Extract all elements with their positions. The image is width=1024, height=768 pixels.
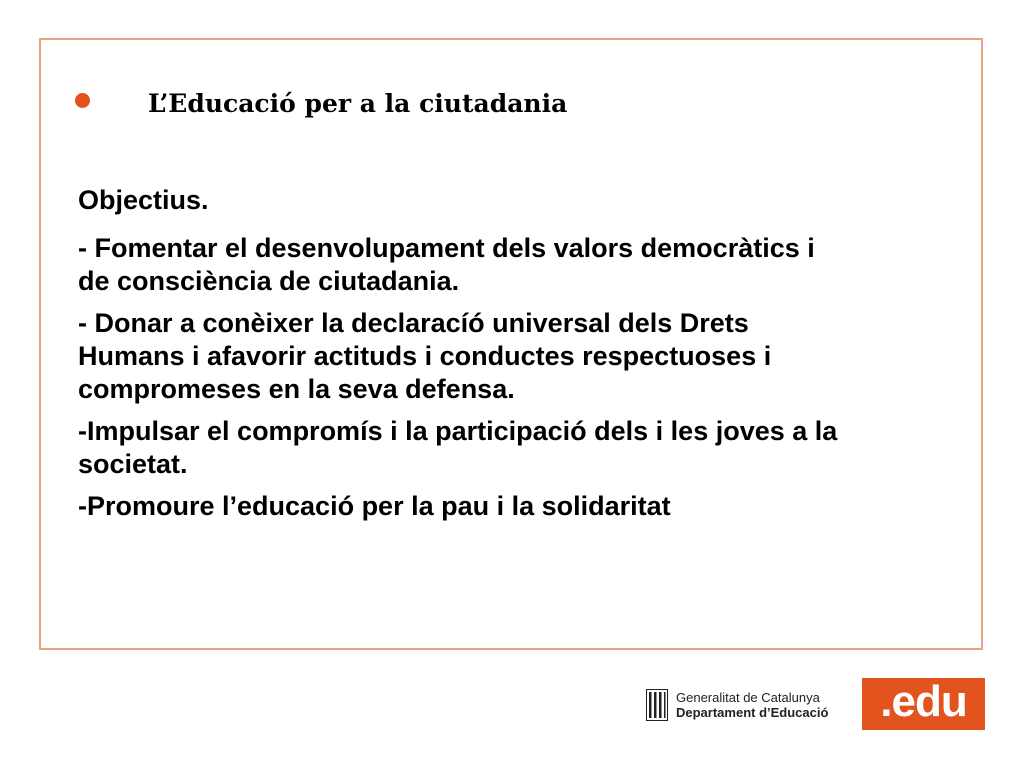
generalitat-logo [646, 687, 828, 723]
slide-title: L’Educació per a la ciutadania [148, 89, 568, 118]
generalitat-text [676, 690, 828, 720]
slide-body [78, 184, 838, 532]
objective-item: - Fomentar el desenvolupament dels valors democràtics i de consciència de ciutadania. [78, 233, 815, 296]
objective-item: - Donar a conèixer la declaracíó universal dels Drets Humans i afavorir actituds i conductes respectuoses i compromeses en la seva defensa. [78, 308, 772, 404]
objective-item: -Promoure l’educació per la pau i la solidaritat [78, 491, 671, 521]
edu-logo: .edu [862, 678, 985, 730]
generalitat-name: Generalitat de Catalunya [676, 690, 820, 705]
objectives-heading: Objectius. [78, 185, 209, 215]
department-name: Departament d’Educació [676, 705, 829, 720]
generalitat-emblem-icon [646, 689, 668, 721]
title-bullet-icon [75, 93, 90, 108]
objective-item: -Impulsar el compromís i la participació dels i les joves a la societat. [78, 416, 838, 479]
